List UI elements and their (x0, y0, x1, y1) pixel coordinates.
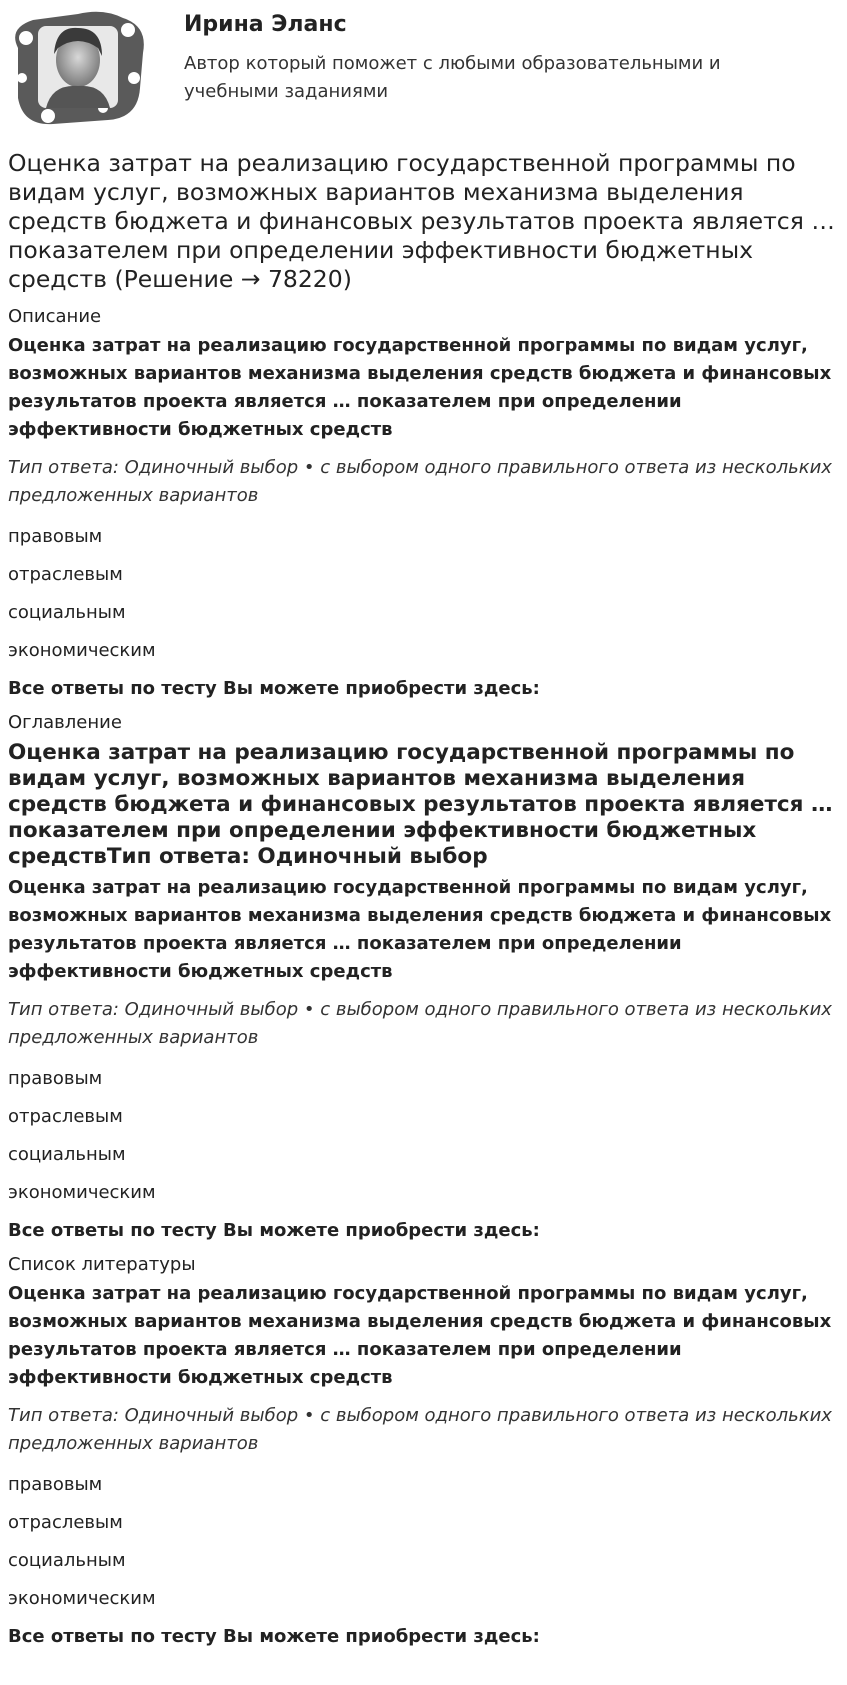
toc-section (8, 712, 839, 1242)
answer-option: экономическим (8, 1182, 156, 1203)
answer-type: Тип ответа: Одиночный выбор • с выбором одного правильного ответа из нескольких предложенных вариантов (8, 457, 832, 506)
answer-option: экономическим (8, 1588, 156, 1609)
answer-option: социальным (8, 1550, 126, 1571)
section-label: Оглавление (8, 712, 122, 733)
answer-option: отраслевым (8, 1106, 123, 1127)
page-title: Оценка затрат на реализацию государственной программы по видам услуг, возможных вариантов механизма выделения средств бюджета и финансовых результатов проекта является … показателем при определении эффективности бюджетных средств (Решение → 78220) (8, 149, 835, 293)
answer-type: Тип ответа: Одиночный выбор • с выбором одного правильного ответа из нескольких предложенных вариантов (8, 1405, 832, 1454)
answer-option: правовым (8, 526, 103, 547)
answer-option: экономическим (8, 640, 156, 661)
answer-option: правовым (8, 1068, 103, 1089)
author-description: Автор который поможет с любыми образовательными и учебными заданиями (184, 53, 721, 102)
section-label: Описание (8, 306, 102, 327)
answer-option: правовым (8, 1474, 103, 1495)
content (0, 149, 847, 1648)
author-card (0, 0, 847, 135)
question-text: Оценка затрат на реализацию государственной программы по видам услуг, возможных вариантов механизма выделения средств бюджета и финансовых результатов проекта является … показателем при определении эффективности бюджетных средств (8, 335, 832, 440)
buy-answers-text: Все ответы по тесту Вы можете приобрести здесь: (8, 678, 540, 699)
author-avatar[interactable] (8, 8, 150, 126)
answer-option: социальным (8, 1144, 126, 1165)
toc-heading: Оценка затрат на реализацию государственной программы по видам услуг, возможных вариантов механизма выделения средств бюджета и финансовых результатов проекта является … показателем при определении эффективности бюджетных средствТип ответа: Одиночный выбор (8, 740, 833, 869)
question-text: Оценка затрат на реализацию государственной программы по видам услуг, возможных вариантов механизма выделения средств бюджета и финансовых результатов проекта является … показателем при определении эффективности бюджетных средств (8, 877, 832, 982)
answer-option: отраслевым (8, 1512, 123, 1533)
section-label: Список литературы (8, 1254, 196, 1275)
bibliography-section (8, 1254, 839, 1648)
description-section (8, 306, 839, 700)
answer-type: Тип ответа: Одиночный выбор • с выбором одного правильного ответа из нескольких предложенных вариантов (8, 999, 832, 1048)
question-text: Оценка затрат на реализацию государственной программы по видам услуг, возможных вариантов механизма выделения средств бюджета и финансовых результатов проекта является … показателем при определении эффективности бюджетных средств (8, 1283, 832, 1388)
author-name[interactable]: Ирина Эланс (184, 12, 347, 37)
buy-answers-text: Все ответы по тесту Вы можете приобрести здесь: (8, 1220, 540, 1241)
answer-option: социальным (8, 602, 126, 623)
buy-answers-text: Все ответы по тесту Вы можете приобрести здесь: (8, 1626, 540, 1647)
answer-option: отраслевым (8, 564, 123, 585)
